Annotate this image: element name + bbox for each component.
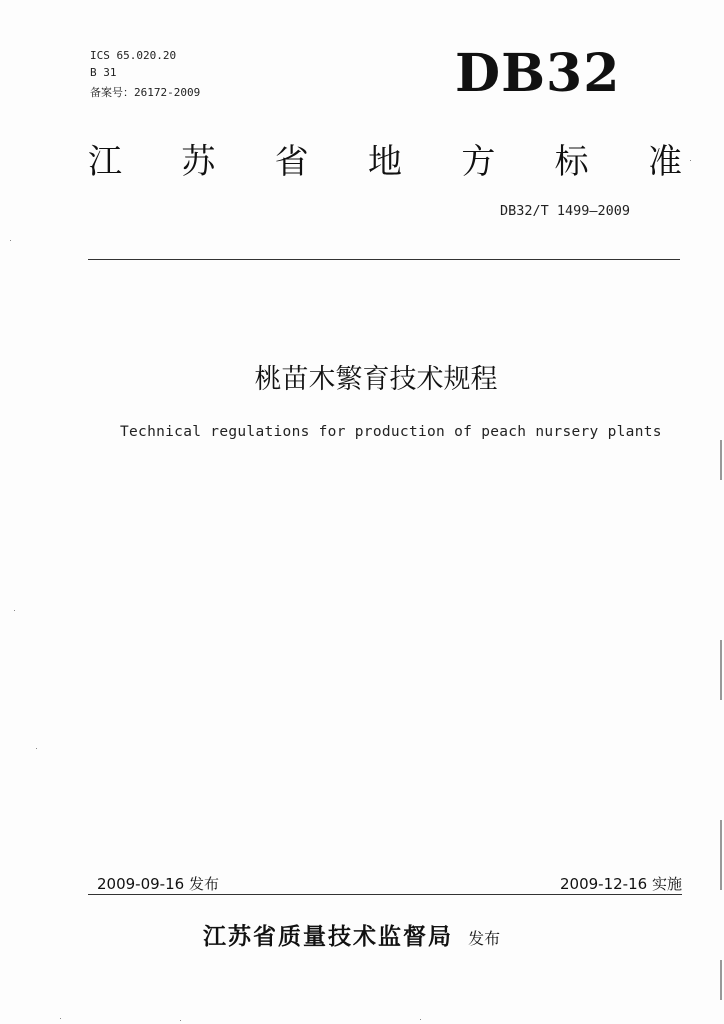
standard-type-char: 苏	[181, 142, 216, 182]
standard-type-char: 准	[647, 142, 682, 182]
bottom-divider	[88, 894, 682, 895]
issuer-suffix: 发布	[468, 929, 501, 948]
scan-speck	[14, 610, 15, 611]
ics-code: ICS 65.020.20	[90, 49, 177, 62]
scan-edge-mark	[720, 960, 722, 1000]
document-title-english: Technical regulations for production of peach nursery plants	[120, 424, 662, 440]
document-title-chinese: 桃苗木繁育技术规程	[254, 364, 498, 395]
standard-type-char: 地	[367, 142, 402, 182]
classification-code: B 31	[90, 66, 117, 79]
standard-type-char: 方	[461, 142, 496, 182]
top-divider	[88, 259, 680, 260]
scan-edge-mark	[720, 440, 722, 480]
scan-speck	[690, 160, 691, 161]
scan-edge-mark	[720, 820, 722, 890]
standard-type-char: 省	[274, 142, 309, 182]
issuer	[203, 918, 500, 951]
issuer-name: 江苏省质量技术监督局	[203, 924, 453, 950]
scan-edge-mark	[720, 640, 722, 700]
scan-speck	[10, 240, 11, 241]
scan-speck	[180, 1020, 181, 1021]
standard-type-heading	[88, 140, 682, 184]
issue-date: 2009-09-16 发布	[97, 875, 219, 893]
standard-type-char: 标	[554, 142, 589, 182]
record-number: 备案号：26172-2009	[90, 86, 201, 99]
standard-code-logo: DB32	[455, 43, 621, 104]
scan-speck	[420, 1019, 421, 1020]
implementation-date: 2009-12-16 实施	[560, 875, 682, 893]
standard-number: DB32/T 1499—2009	[500, 203, 631, 219]
standard-type-char: 江	[88, 142, 122, 182]
scan-speck	[60, 1018, 61, 1019]
scan-speck	[36, 748, 37, 749]
